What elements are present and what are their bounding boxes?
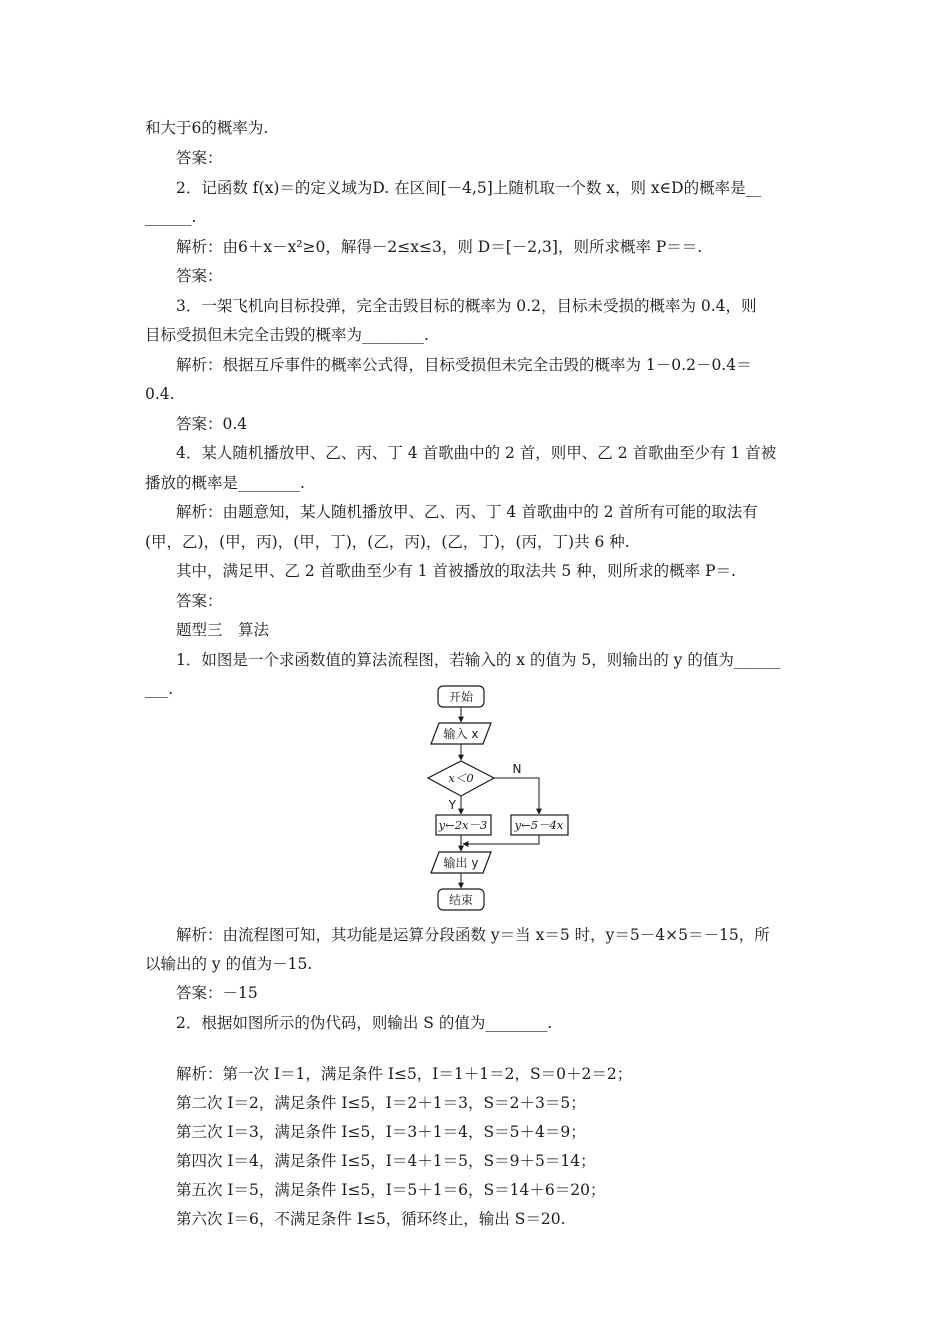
- answer-4: 答案：: [176, 592, 223, 610]
- text-line: 播放的概率是________.: [145, 474, 305, 492]
- text-line: 第三次 I＝3，满足条件 I≤5，I＝3＋1＝4，S＝5＋4＝9；: [176, 1123, 586, 1141]
- text-line: 以输出的 y 的值为－15.: [145, 955, 313, 973]
- question-3: 3．一架飞机向目标投弹，完全击毁目标的概率为 0.2，目标未受损的概率为 0.4，则: [176, 297, 757, 315]
- text-line: 第六次 I＝6，不满足条件 I≤5，循环终止，输出 S＝20.: [176, 1210, 566, 1228]
- flow-output-label: 输出 y: [443, 856, 479, 870]
- text-line: 和大于6的概率为.: [145, 119, 269, 137]
- flow-no-label: N: [512, 762, 522, 776]
- solution-3: 解析：根据互斥事件的概率公式得，目标受损但未完全击毁的概率为 1－0.2－0.4＝: [176, 356, 752, 374]
- section-heading: 题型三 算法: [176, 621, 270, 639]
- flowchart: [425, 683, 575, 913]
- flow-end-label: 结束: [448, 893, 474, 907]
- flow-yes-process-label: y←2x－3: [438, 818, 488, 832]
- flow-end: [438, 889, 484, 910]
- text-line: 第二次 I＝2，满足条件 I≤5，I＝2＋1＝3，S＝2＋3＝5；: [176, 1094, 586, 1112]
- flow-no-process: [511, 815, 568, 835]
- text-line: 第四次 I＝4，满足条件 I≤5，I＝4＋1＝5，S＝9＋5＝14；: [176, 1152, 596, 1170]
- flow-input: [431, 723, 491, 744]
- flow-start-label: 开始: [448, 690, 474, 704]
- text-line: 目标受损但未完全击毁的概率为________.: [145, 326, 429, 344]
- flow-yes-label: Y: [448, 798, 456, 812]
- flow-condition-label: x＜0: [448, 771, 474, 785]
- text-line: (甲，乙)，(甲，丙)，(甲，丁)，(乙，丙)，(乙，丁)，(丙，丁)共 6 种.: [145, 533, 630, 551]
- flow-condition: [428, 761, 494, 796]
- flow-output: [431, 852, 491, 873]
- answer-2: 答案：: [176, 267, 223, 285]
- text-line: ______.: [145, 208, 197, 226]
- flow-yes-process: [436, 815, 491, 835]
- flow-no-process-label: y←5－4x: [514, 818, 564, 832]
- algo-solution-2: 解析：第一次 I＝1，满足条件 I≤5，I＝1＋1＝2，S＝0＋2＝2；: [176, 1065, 633, 1083]
- text-line: 其中，满足甲、乙 2 首歌曲至少有 1 首被播放的取法共 5 种，则所求的概率 P＝.: [176, 562, 736, 580]
- algo-solution-1: 解析：由流程图可知，其功能是运算分段函数 y＝当 x＝5 时，y＝5－4×5＝－15，所: [176, 926, 770, 944]
- answer-3: 答案：0.4: [176, 415, 248, 433]
- text-line: 答案：: [176, 149, 223, 167]
- text-line: ___.: [145, 680, 174, 698]
- solution-2: 解析：由6＋x－x²≥0，解得－2≤x≤3，则 D＝[－2,3]，则所求概率 P＝＝.: [176, 238, 703, 256]
- algo-answer-1: 答案：－15: [176, 984, 258, 1002]
- algo-question-1: 1．如图是一个求函数值的算法流程图，若输入的 x 的值为 5，则输出的 y 的值为______: [176, 651, 781, 669]
- solution-4: 解析：由题意知，某人随机播放甲、乙、丙、丁 4 首歌曲中的 2 首所有可能的取法有: [176, 503, 758, 521]
- algo-question-2: 2．根据如图所示的伪代码，则输出 S 的值为________.: [176, 1014, 553, 1032]
- question-2: 2．记函数 f(x)＝的定义域为D. 在区间[－4,5]上随机取一个数 x，则 x∈D的概率是__: [176, 179, 762, 197]
- text-line: 第五次 I＝5，满足条件 I≤5，I＝5＋1＝6，S＝14＋6＝20；: [176, 1181, 606, 1199]
- text-line: 0.4.: [145, 385, 175, 403]
- flow-start: [438, 686, 484, 707]
- flow-input-label: 输入 x: [443, 727, 479, 741]
- question-4: 4．某人随机播放甲、乙、丙、丁 4 首歌曲中的 2 首，则甲、乙 2 首歌曲至少有 1 首被: [176, 444, 777, 462]
